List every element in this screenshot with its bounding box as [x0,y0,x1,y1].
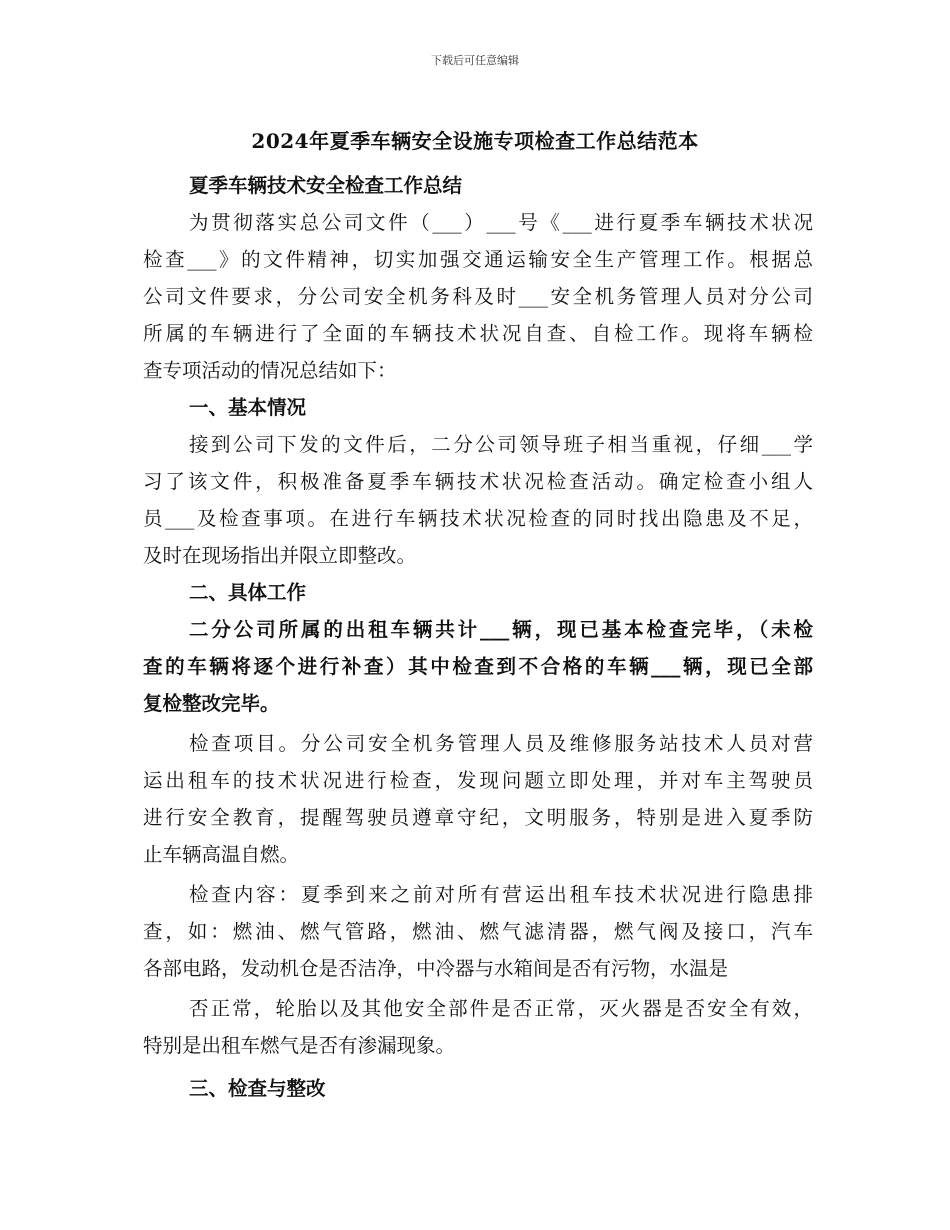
document-title: 2024年夏季车辆安全设施专项检查工作总结范本 [251,129,699,153]
paragraph-line: 查专项活动的情况总结如下： [143,359,397,382]
paragraph-vehicle-count [143,611,813,722]
paragraph-line: 习了该文件，积极准备夏季车辆技术状况检查活动。确定检查小组人 [143,470,813,493]
section-subtitle: 夏季车辆技术安全检查工作总结 [189,174,463,197]
paragraph-inspection-content-cont [143,990,813,1064]
paragraph-basic [143,426,813,574]
paragraph-intro [143,204,813,389]
paragraph-inspection-content [143,876,813,987]
page-header: 下载后可任意编辑 [431,54,519,67]
paragraph-line: 复检整改完毕。 [143,692,280,715]
paragraph-line: 运出租车的技术状况进行检查，发现问题立即处理，并对车主驾驶员 [143,769,813,792]
paragraph-line: 二分公司所属的出租车辆共计___辆，现已基本检查完毕，（未检 [189,618,813,641]
paragraph-line: 查的车辆将逐个进行补查）其中检查到不合格的车辆___辆，现已全部 [143,655,813,678]
paragraph-line: 及时在现场指出并限立即整改。 [143,544,417,567]
paragraph-line: 所属的车辆进行了全面的车辆技术状况自查、自检工作。现将车辆检 [143,322,813,345]
paragraph-line: 检查项目。分公司安全机务管理人员及维修服务站技术人员对营 [189,732,813,755]
paragraph-line: 特别是出租车燃气是否有渗漏现象。 [143,1034,456,1057]
paragraph-line: 否正常，轮胎以及其他安全部件是否正常，灭火器是否安全有效， [189,997,813,1020]
paragraph-line: 进行安全教育，提醒驾驶员遵章守纪，文明服务，特别是进入夏季防 [143,806,813,829]
paragraph-line: 接到公司下发的文件后，二分公司领导班子相当重视，仔细___学 [189,433,813,456]
paragraph-inspection-items [143,725,813,873]
paragraph-line: 查，如：燃油、燃气管路，燃油、燃气滤清器，燃气阀及接口，汽车 [143,920,813,943]
paragraph-line: 员___及检查事项。在进行车辆技术状况检查的同时找出隐患及不足， [143,507,813,530]
paragraph-line: 检查内容：夏季到来之前对所有营运出租车技术状况进行隐患排 [189,883,813,906]
paragraph-line: 公司文件要求，分公司安全机务科及时___安全机务管理人员对分公司 [143,285,813,308]
heading-inspection-rectification: 三、检查与整改 [189,1077,326,1100]
heading-basic-situation: 一、基本情况 [189,396,307,419]
heading-specific-work: 二、具体工作 [189,581,307,604]
paragraph-line: 检查___》的文件精神，切实加强交通运输安全生产管理工作。根据总 [143,248,813,271]
paragraph-line: 为贯彻落实总公司文件（___）___号《___进行夏季车辆技术状况 [189,211,813,234]
paragraph-line: 各部电路，发动机仓是否洁净，中冷器与水箱间是否有污物，水温是 [143,957,729,980]
paragraph-line: 止车辆高温自燃。 [143,843,300,866]
document-body [143,167,813,1107]
